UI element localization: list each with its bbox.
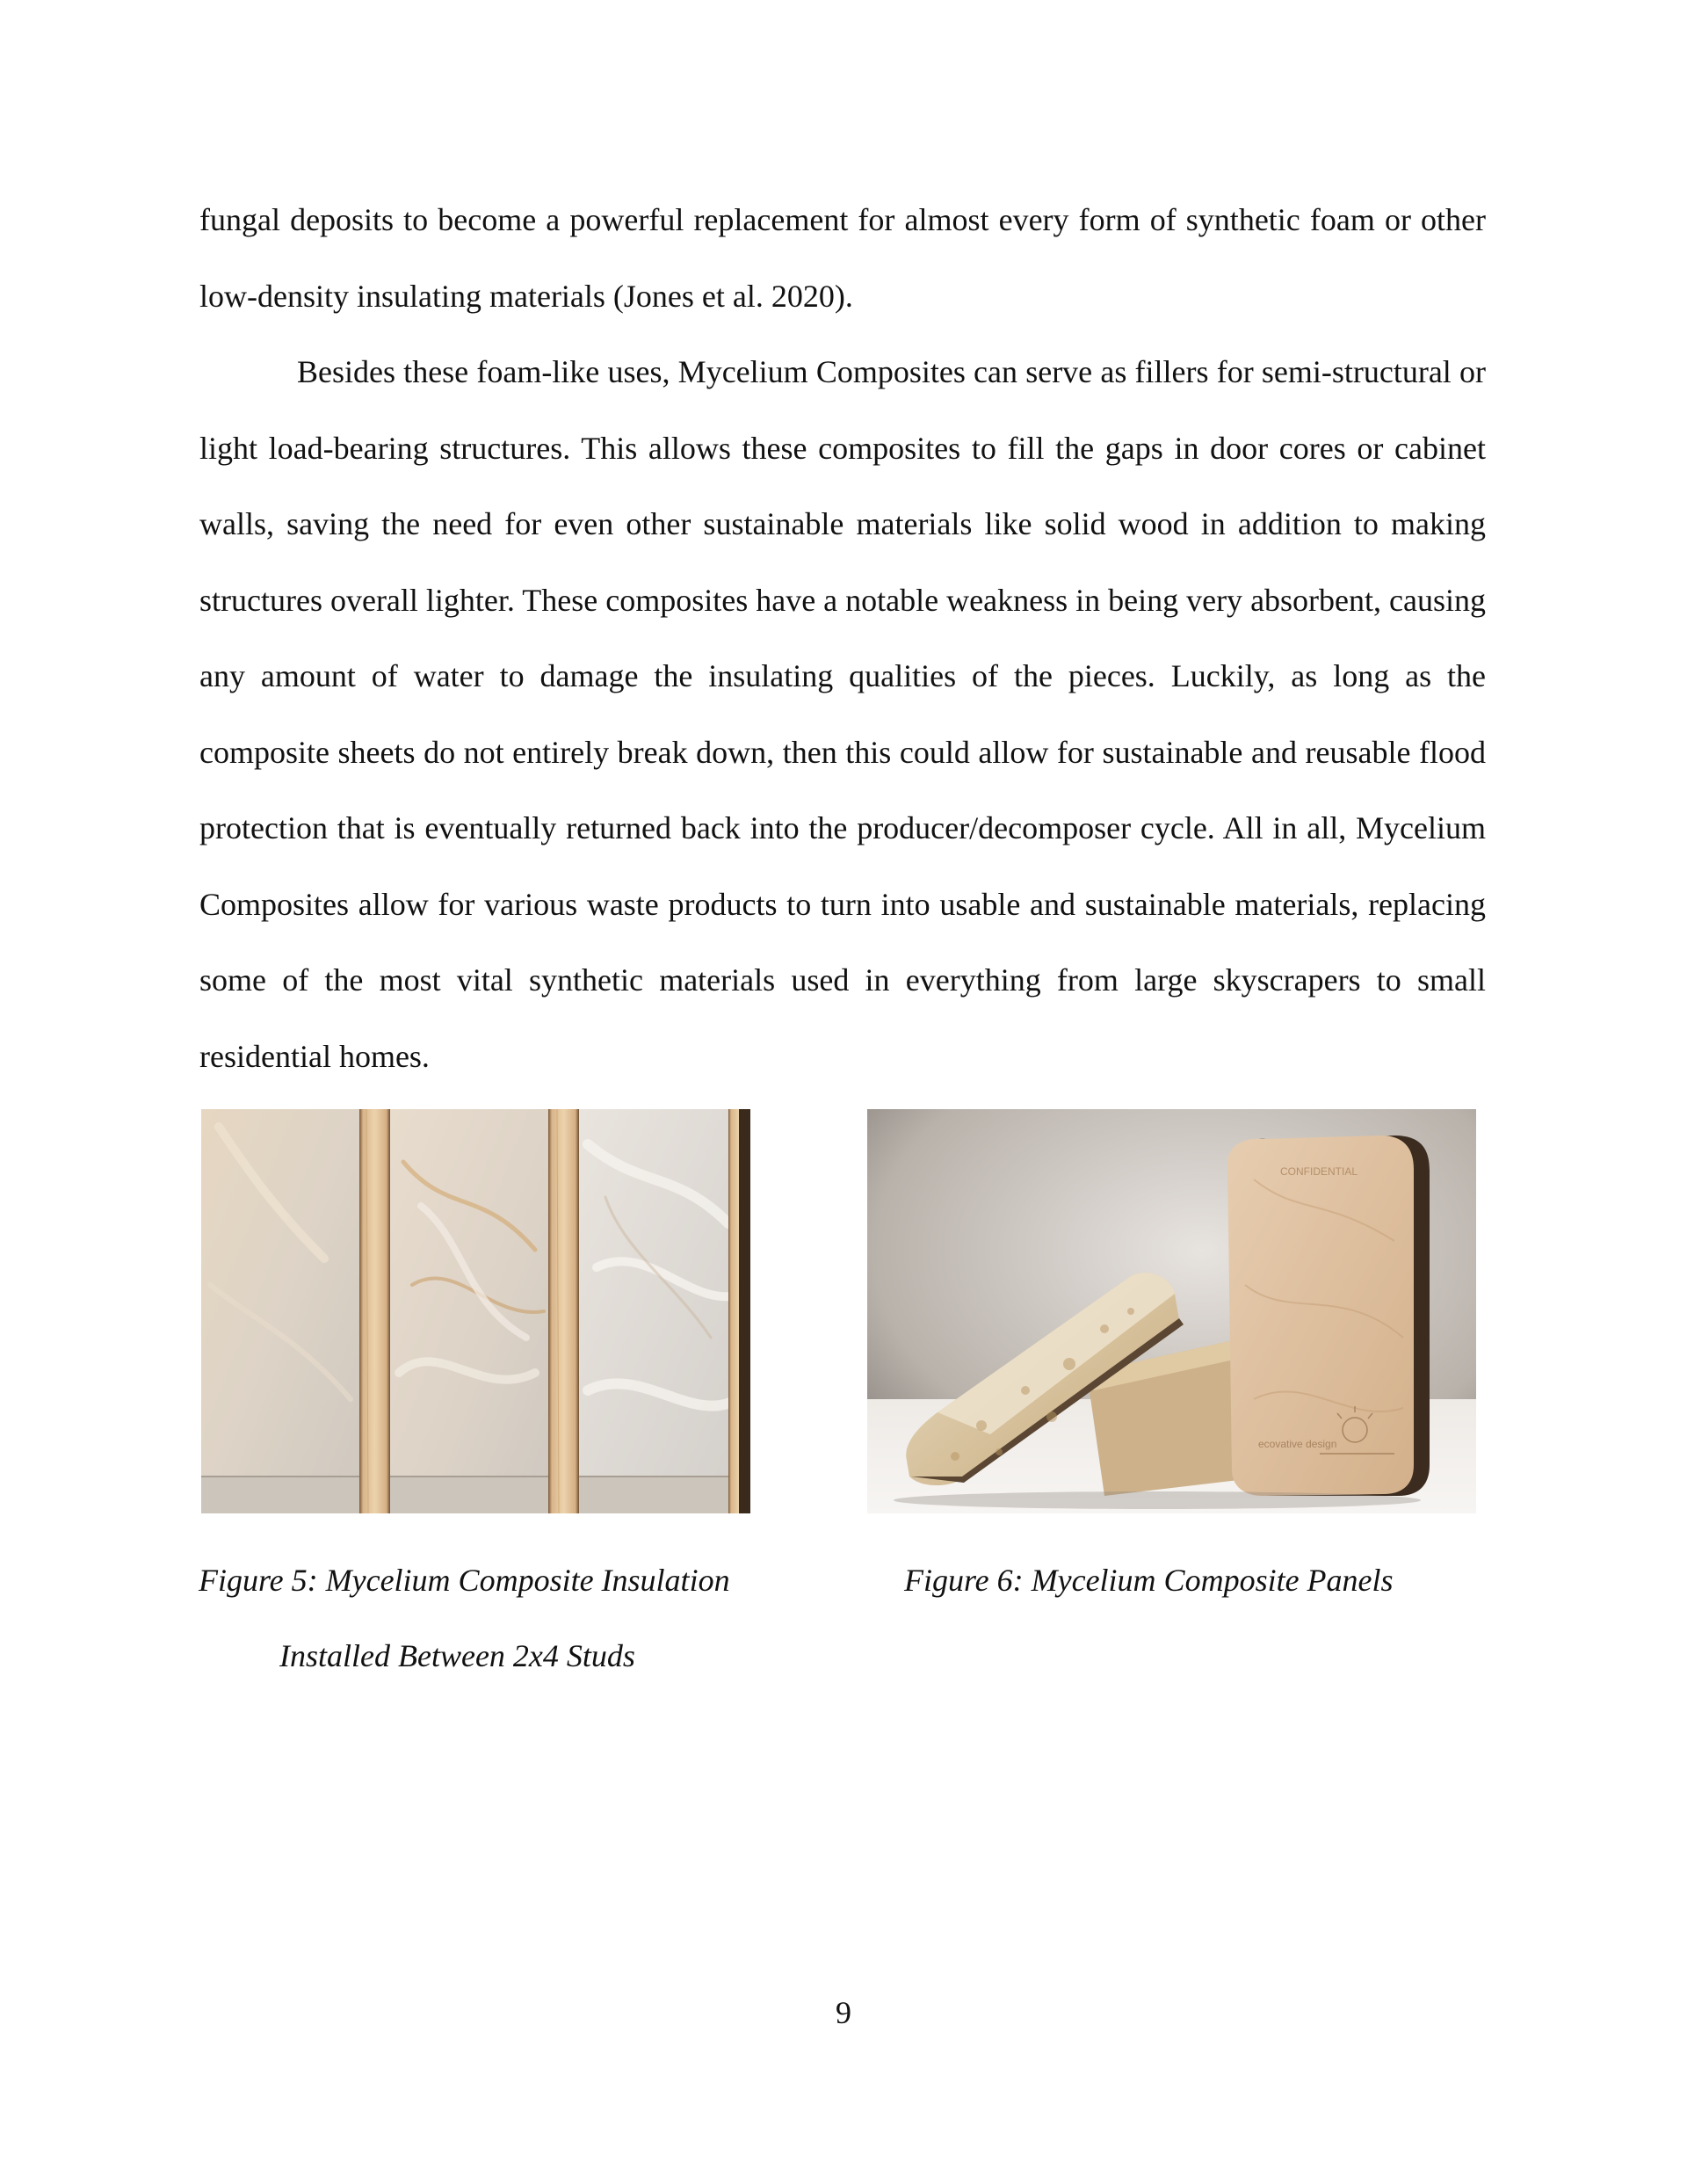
body-paragraph-1: fungal deposits to become a powerful replacement for almost every form of synthetic foam or other low-density insulating materials (Jones et al. 2020). [199,202,1486,314]
body-paragraph-2: Besides these foam-like uses, Mycelium Composites can serve as fillers for semi-structural or light load-bearing structures. This allows these composites to fill the gaps in door cores or cabinet walls, saving the need for even other sustainable materials like solid wood in addition to making structures overall lighter. These composites have a notable weakness in being very absorbent, causing any amount of water to damage the insulating qualities of the pieces. Luckily, as long as the composite sheets do not entirely break down, then this could allow for sustainable and reusable flood protection that is eventually returned back into the producer/decomposer cycle. All in all, Mycelium Composites allow for various waste products to turn into usable and sustainable materials, replacing some of the most vital synthetic materials used in everything from large skyscrapers to small residential homes. [199,354,1486,1074]
confidential-stamp: CONFIDENTIAL [1280,1165,1358,1178]
figure-6-image [867,1109,1476,1513]
figure-5-image [201,1109,750,1513]
ecovative-logo-text: ecovative design [1258,1438,1337,1450]
figure-6-caption: Figure 6: Mycelium Composite Panels [904,1563,1394,1598]
page-number: 9 [836,1995,851,2030]
figure-5-caption-line-1: Figure 5: Mycelium Composite Insulation [199,1563,730,1598]
figure-5-caption-line-2: Installed Between 2x4 Studs [279,1638,635,1673]
